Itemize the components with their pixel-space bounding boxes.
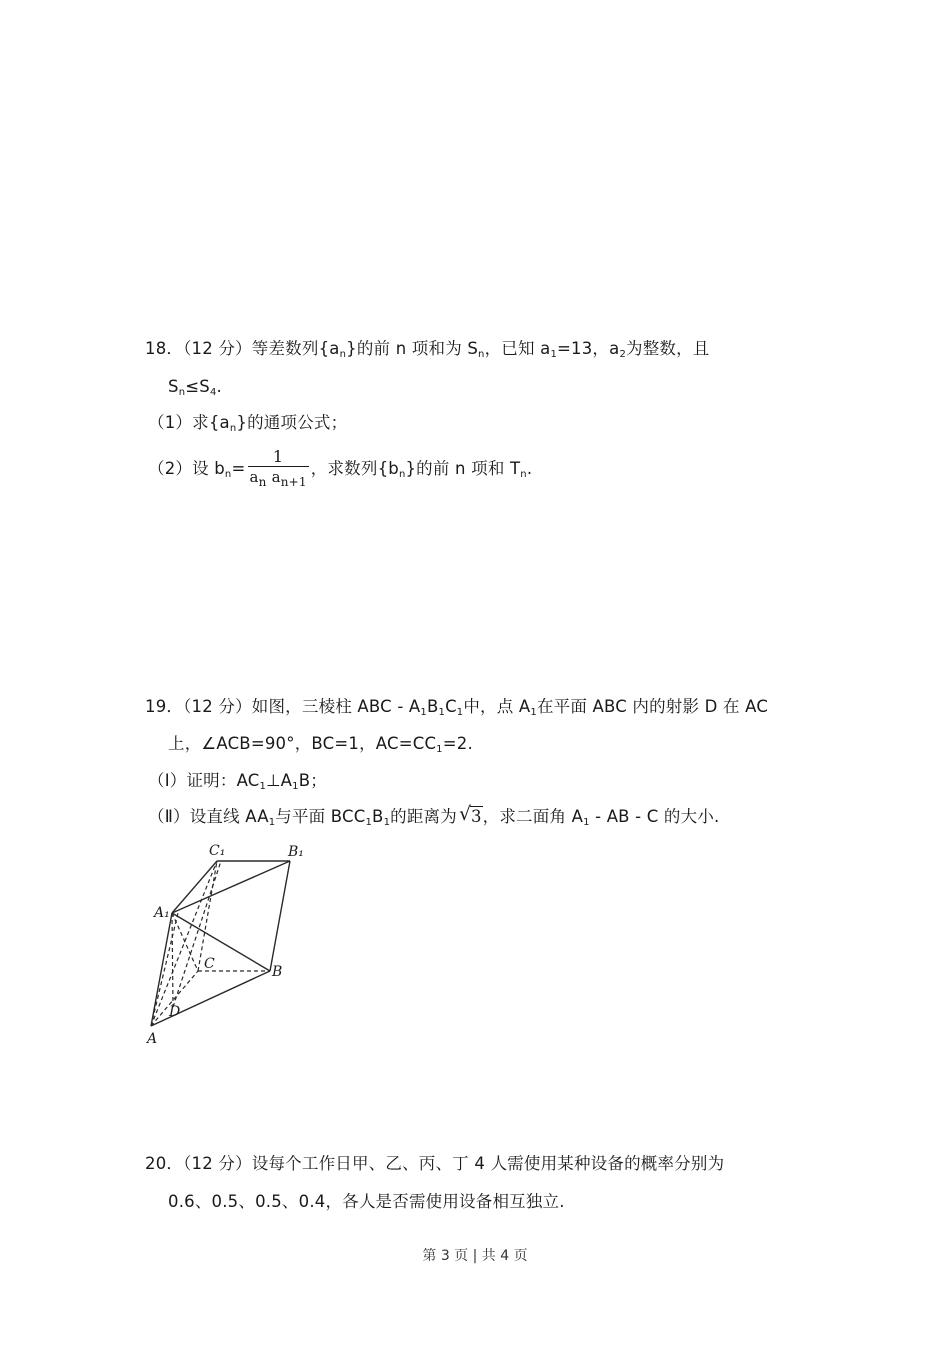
subscript: n xyxy=(229,423,237,434)
q18-text: =13，a xyxy=(557,339,620,358)
q18-text: }的前 n 项和为 S xyxy=(346,339,479,358)
q19-text: B xyxy=(426,697,439,716)
q19-text: 中，点 A xyxy=(463,697,531,716)
q20-text: 20．（12 分）设每个工作日甲、乙、丙、丁 4 人需使用某种设备的概率分别为 xyxy=(145,1154,725,1173)
subscript: 1 xyxy=(530,707,537,718)
subscript: n xyxy=(398,469,406,480)
q18-text: （1）求 xyxy=(148,413,209,432)
subscript: n xyxy=(178,387,186,398)
q18-text: 18．（12 分）等差数列 xyxy=(145,339,319,358)
subscript: n+1 xyxy=(280,475,307,489)
subscript: 1 xyxy=(436,744,443,755)
subscript: 1 xyxy=(420,707,427,718)
subscript: 1 xyxy=(456,707,464,718)
subscript: 1 xyxy=(583,817,590,828)
q19-text: 与平面 BCC xyxy=(275,807,366,826)
q18-text: （2）设 b xyxy=(148,459,225,478)
q19-text: - AB - C 的大小. xyxy=(589,807,720,826)
label-B1: B₁ xyxy=(288,844,304,860)
q18-text: . xyxy=(216,377,222,396)
q19-line2 xyxy=(168,733,473,755)
q19-part1 xyxy=(148,770,327,792)
q18-text: S xyxy=(168,377,179,396)
q18-text: {b xyxy=(377,459,399,478)
subscript: n xyxy=(224,469,232,480)
subscript: 1 xyxy=(365,817,373,828)
radicand: 3 xyxy=(470,807,482,826)
page-footer xyxy=(0,1245,950,1265)
q18-text: ≤S xyxy=(185,377,210,396)
q19-text: 的距离为 xyxy=(390,807,457,826)
prism-figure xyxy=(140,838,320,1053)
q18-text: . xyxy=(526,459,533,478)
q18-line2 xyxy=(168,376,222,398)
q20-line1 xyxy=(145,1153,724,1175)
q19-text: ，求二面角 A xyxy=(482,807,584,826)
subscript: 2 xyxy=(619,349,626,360)
q18-text: ，已知 a xyxy=(484,339,551,358)
q19-text: 19．（12 分）如图，三棱柱 ABC - A xyxy=(145,697,421,716)
q19-part2 xyxy=(148,803,720,828)
subscript: 1 xyxy=(550,349,557,360)
label-C: C xyxy=(204,956,215,972)
q18-text: 为整数，且 xyxy=(626,339,710,358)
prism-diagram xyxy=(140,838,320,1053)
q19-text: 在平面 ABC 内的射影 D 在 AC xyxy=(536,697,769,716)
label-D: D xyxy=(169,1004,181,1020)
den-b: a xyxy=(271,468,281,486)
q20-line2 xyxy=(168,1191,565,1213)
q18-text: = xyxy=(231,459,246,478)
q18-line1 xyxy=(145,338,710,360)
q19-text: B xyxy=(372,807,384,826)
page-number: 第 3 页 | 共 4 页 xyxy=(422,1248,528,1264)
q18-text: }的通项公式； xyxy=(236,413,348,432)
q19-text: C xyxy=(445,697,457,716)
q19-text: ⊥A xyxy=(266,771,293,790)
q18-text: {a xyxy=(208,413,230,432)
label-C1: C₁ xyxy=(209,843,226,859)
subscript: 4 xyxy=(209,387,217,398)
q18-text: }的前 n 项和 T xyxy=(405,459,521,478)
label-A: A xyxy=(147,1031,158,1047)
subscript: n xyxy=(520,469,527,480)
label-A1: A₁ xyxy=(154,905,170,921)
subscript: 1 xyxy=(259,781,267,792)
q19-text: B； xyxy=(298,771,327,790)
q18-part1 xyxy=(148,412,347,434)
radical-sign: √ xyxy=(458,803,472,825)
q19-text: =2. xyxy=(442,734,473,753)
q19-text: 上，∠ACB=90°，BC=1，AC=CC xyxy=(168,734,437,753)
q19-text: （Ⅰ）证明：AC xyxy=(148,771,260,790)
label-B: B xyxy=(272,964,283,980)
subscript: n xyxy=(339,349,347,360)
q18-text: ，求数列 xyxy=(310,459,378,478)
subscript: 1 xyxy=(438,707,446,718)
subscript: 1 xyxy=(268,817,276,828)
sqrt-3 xyxy=(458,803,483,828)
q18-part2 xyxy=(148,447,533,489)
fraction-numerator: 1 xyxy=(272,447,284,466)
subscript: 1 xyxy=(292,781,299,792)
q19-text: （Ⅱ）设直线 AA xyxy=(148,807,269,826)
den-a: a xyxy=(249,468,259,486)
q18-text: {a xyxy=(318,339,340,358)
fraction-denominator xyxy=(248,466,309,487)
subscript: n xyxy=(478,349,485,360)
q19-line1 xyxy=(145,696,768,718)
subscript: n xyxy=(258,475,267,489)
fraction-bn xyxy=(248,448,309,487)
q20-text: 0.6、0.5、0.5、0.4，各人是否需使用设备相互独立. xyxy=(168,1192,565,1211)
subscript: 1 xyxy=(383,817,391,828)
